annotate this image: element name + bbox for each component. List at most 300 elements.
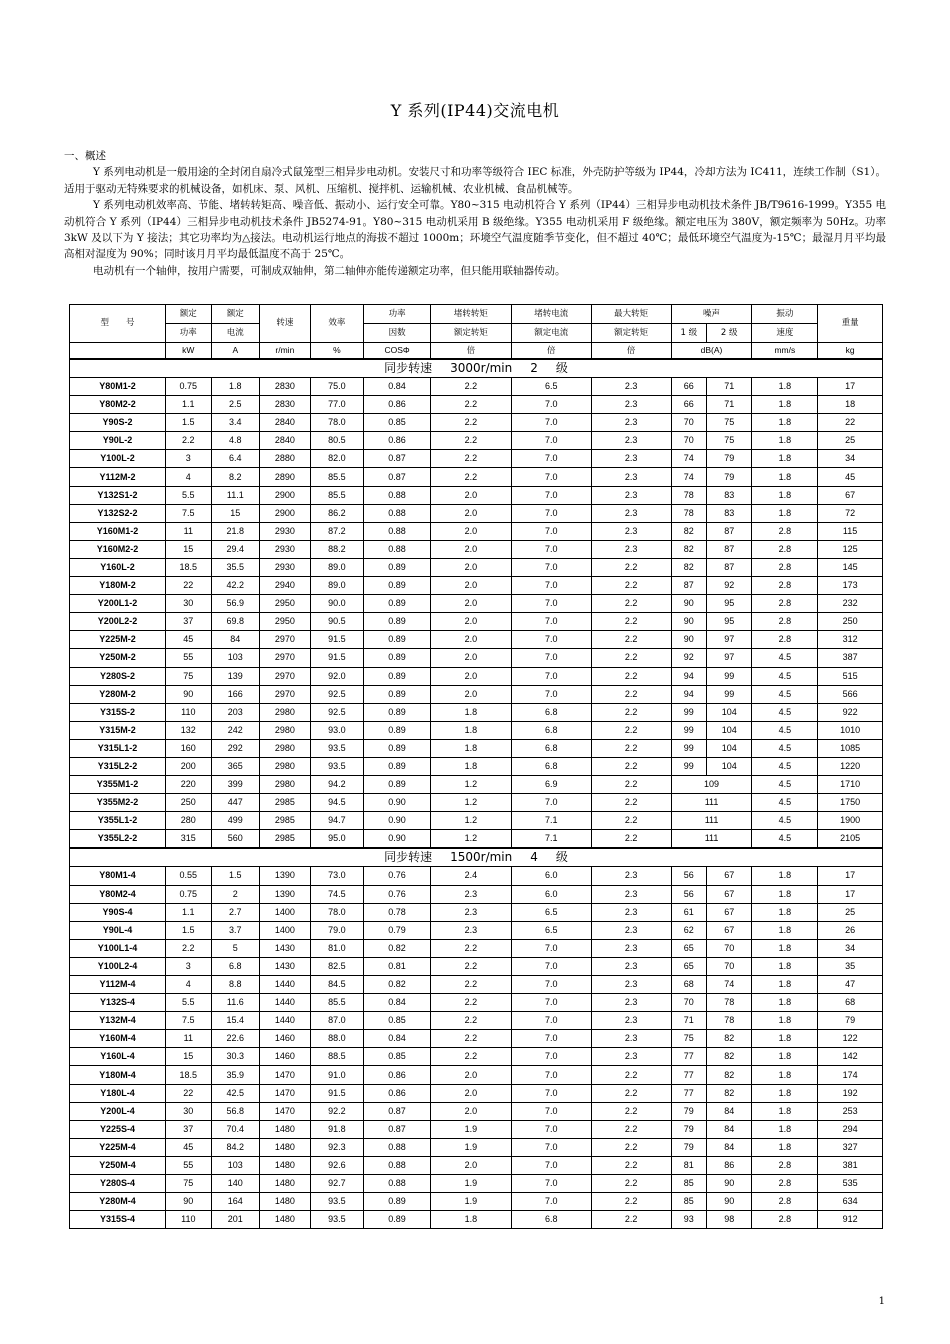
model-cell: Y280M-2 (70, 685, 166, 703)
value-cell: 88.2 (310, 540, 364, 558)
value-cell: 61 (671, 903, 706, 921)
value-cell: 1.9 (430, 1138, 511, 1156)
value-cell: 0.87 (364, 1120, 431, 1138)
value-cell: 70 (706, 939, 752, 957)
value-cell: 92.6 (310, 1156, 364, 1174)
value-cell: 0.89 (364, 1193, 431, 1211)
value-cell: 0.84 (364, 994, 431, 1012)
value-cell: 2.3 (591, 1030, 671, 1048)
value-cell: 142 (818, 1048, 883, 1066)
value-cell: 2.2 (591, 1102, 671, 1120)
value-cell: 2.3 (591, 1012, 671, 1030)
table-row (70, 1193, 883, 1211)
value-cell: 1.2 (430, 830, 511, 849)
value-cell: 79 (706, 468, 752, 486)
value-cell: 1.8 (211, 378, 260, 396)
value-cell: 97 (706, 649, 752, 667)
value-cell: 2970 (260, 667, 311, 685)
value-cell: 4.5 (752, 776, 818, 794)
value-cell: 2.3 (591, 432, 671, 450)
value-cell: 2.2 (591, 1156, 671, 1174)
header-vibration: 振动 (752, 305, 818, 324)
value-cell: 1.8 (752, 1030, 818, 1048)
value-cell: 67 (706, 867, 752, 885)
value-cell: 7.0 (511, 577, 591, 595)
model-cell: Y112M-2 (70, 468, 166, 486)
value-cell: 109 (671, 776, 752, 794)
value-cell: 1.9 (430, 1175, 511, 1193)
value-cell: 1.8 (752, 1120, 818, 1138)
value-cell: 2830 (260, 378, 311, 396)
table-row (70, 378, 883, 396)
value-cell: 7.0 (511, 432, 591, 450)
value-cell: 22.6 (211, 1030, 260, 1048)
value-cell: 78.0 (310, 414, 364, 432)
value-cell: 92 (706, 577, 752, 595)
value-cell: 2.2 (591, 558, 671, 576)
value-cell: 94.5 (310, 794, 364, 812)
value-cell: 84 (706, 1102, 752, 1120)
value-cell: 88.0 (310, 1030, 364, 1048)
value-cell: 70 (671, 414, 706, 432)
value-cell: 1440 (260, 1012, 311, 1030)
value-cell: 2900 (260, 504, 311, 522)
unit-weight: kg (818, 343, 883, 360)
value-cell: 0.89 (364, 776, 431, 794)
value-cell: 25 (818, 432, 883, 450)
value-cell: 90 (671, 613, 706, 631)
value-cell: 2.8 (752, 595, 818, 613)
value-cell: 2.2 (591, 685, 671, 703)
value-cell: 2.3 (591, 921, 671, 939)
value-cell: 2985 (260, 812, 311, 830)
value-cell: 315 (166, 830, 212, 849)
value-cell: 81 (671, 1156, 706, 1174)
value-cell: 18.5 (166, 558, 212, 576)
value-cell: 1400 (260, 921, 311, 939)
value-cell: 515 (818, 667, 883, 685)
value-cell: 67 (706, 921, 752, 939)
value-cell: 0.90 (364, 830, 431, 849)
value-cell: 2.2 (430, 994, 511, 1012)
value-cell: 7.0 (511, 522, 591, 540)
value-cell: 0.89 (364, 703, 431, 721)
value-cell: 0.81 (364, 957, 431, 975)
value-cell: 78 (706, 1012, 752, 1030)
section-title (70, 848, 883, 867)
value-cell: 42.5 (211, 1084, 260, 1102)
value-cell: 104 (706, 739, 752, 757)
value-cell: 15 (166, 1048, 212, 1066)
value-cell: 2.0 (430, 595, 511, 613)
value-cell: 90.5 (310, 613, 364, 631)
value-cell: 75 (706, 414, 752, 432)
value-cell: 365 (211, 757, 260, 775)
model-cell: Y132S1-2 (70, 486, 166, 504)
value-cell: 5 (211, 939, 260, 957)
header-model: 型 号 (70, 305, 166, 343)
value-cell: 87 (706, 558, 752, 576)
value-cell: 7.0 (511, 1193, 591, 1211)
value-cell: 7.0 (511, 486, 591, 504)
value-cell: 87 (671, 577, 706, 595)
value-cell: 82 (706, 1048, 752, 1066)
value-cell: 0.89 (364, 1211, 431, 1229)
value-cell: 7.0 (511, 1102, 591, 1120)
table-row (70, 396, 883, 414)
value-cell: 1.8 (752, 450, 818, 468)
value-cell: 2930 (260, 522, 311, 540)
value-cell: 0.89 (364, 685, 431, 703)
value-cell: 7.0 (511, 1138, 591, 1156)
value-cell: 1.8 (752, 504, 818, 522)
table-row (70, 1012, 883, 1030)
table-row (70, 976, 883, 994)
value-cell: 0.90 (364, 794, 431, 812)
value-cell: 90.0 (310, 595, 364, 613)
value-cell: 87 (706, 540, 752, 558)
value-cell: 2.2 (591, 595, 671, 613)
table-row (70, 994, 883, 1012)
unit-locked-rotor-torque: 倍 (430, 343, 511, 360)
header-row (70, 305, 883, 324)
value-cell: 84 (706, 1138, 752, 1156)
value-cell: 5.5 (166, 994, 212, 1012)
value-cell: 74 (706, 976, 752, 994)
value-cell: 200 (166, 757, 212, 775)
value-cell: 2.3 (430, 885, 511, 903)
value-cell: 2.3 (591, 976, 671, 994)
value-cell: 220 (166, 776, 212, 794)
value-cell: 160 (166, 739, 212, 757)
value-cell: 7.0 (511, 794, 591, 812)
unit-efficiency: % (310, 343, 364, 360)
unit-locked-rotor-current: 倍 (511, 343, 591, 360)
value-cell: 0.87 (364, 468, 431, 486)
header-locked-rotor-torque-2: 额定转矩 (430, 324, 511, 343)
value-cell: 111 (671, 812, 752, 830)
value-cell: 85.5 (310, 468, 364, 486)
value-cell: 6.8 (211, 957, 260, 975)
model-cell: Y90L-4 (70, 921, 166, 939)
model-cell: Y250M-2 (70, 649, 166, 667)
value-cell: 2985 (260, 830, 311, 849)
value-cell: 11 (166, 522, 212, 540)
value-cell: 84.5 (310, 976, 364, 994)
value-cell: 2.2 (166, 939, 212, 957)
value-cell: 7.0 (511, 939, 591, 957)
value-cell: 0.86 (364, 1066, 431, 1084)
model-cell: Y225M-4 (70, 1138, 166, 1156)
value-cell: 93 (671, 1211, 706, 1229)
model-cell: Y200L2-2 (70, 613, 166, 631)
value-cell: 1.8 (430, 757, 511, 775)
value-cell: 92.5 (310, 685, 364, 703)
value-cell: 35.5 (211, 558, 260, 576)
header-noise-grade-2: 2 级 (706, 324, 752, 343)
unit-vibration: mm/s (752, 343, 818, 360)
value-cell: 1.8 (430, 1211, 511, 1229)
value-cell: 0.87 (364, 450, 431, 468)
value-cell: 6.0 (511, 885, 591, 903)
value-cell: 2.8 (752, 1211, 818, 1229)
value-cell: 90 (706, 1175, 752, 1193)
value-cell: 2980 (260, 703, 311, 721)
value-cell: 11 (166, 1030, 212, 1048)
value-cell: 2970 (260, 649, 311, 667)
header-row (70, 324, 883, 343)
value-cell: 56 (671, 885, 706, 903)
value-cell: 74 (671, 468, 706, 486)
table-row (70, 1138, 883, 1156)
value-cell: 2.8 (752, 558, 818, 576)
value-cell: 82 (671, 540, 706, 558)
value-cell: 0.87 (364, 1102, 431, 1120)
value-cell: 2.2 (591, 739, 671, 757)
value-cell: 94 (671, 667, 706, 685)
value-cell: 82.0 (310, 450, 364, 468)
value-cell: 92.0 (310, 667, 364, 685)
model-cell: Y225M-2 (70, 631, 166, 649)
value-cell: 6.4 (211, 450, 260, 468)
value-cell: 75 (166, 1175, 212, 1193)
table-row (70, 721, 883, 739)
value-cell: 82 (671, 558, 706, 576)
value-cell: 78.0 (310, 903, 364, 921)
value-cell: 93.5 (310, 1193, 364, 1211)
value-cell: 2.3 (591, 903, 671, 921)
value-cell: 0.88 (364, 540, 431, 558)
value-cell: 6.0 (511, 867, 591, 885)
value-cell: 1085 (818, 739, 883, 757)
value-cell: 7.0 (511, 1048, 591, 1066)
value-cell: 3.4 (211, 414, 260, 432)
value-cell: 3 (166, 957, 212, 975)
value-cell: 6.5 (511, 903, 591, 921)
value-cell: 90 (706, 1193, 752, 1211)
value-cell: 73.0 (310, 867, 364, 885)
value-cell: 2.4 (430, 867, 511, 885)
value-cell: 387 (818, 649, 883, 667)
value-cell: 0.89 (364, 721, 431, 739)
value-cell: 0.84 (364, 1030, 431, 1048)
header-efficiency: 效率 (310, 305, 364, 343)
value-cell: 55 (166, 1156, 212, 1174)
model-cell: Y355L1-2 (70, 812, 166, 830)
value-cell: 0.75 (166, 378, 212, 396)
value-cell: 78 (706, 994, 752, 1012)
model-cell: Y132S2-2 (70, 504, 166, 522)
section-heading: 一、概述 (64, 150, 106, 162)
model-cell: Y80M1-2 (70, 378, 166, 396)
value-cell: 4.5 (752, 757, 818, 775)
value-cell: 1440 (260, 976, 311, 994)
value-cell: 69.8 (211, 613, 260, 631)
value-cell: 2.0 (430, 667, 511, 685)
value-cell: 2890 (260, 468, 311, 486)
value-cell: 1460 (260, 1030, 311, 1048)
value-cell: 1480 (260, 1156, 311, 1174)
value-cell: 110 (166, 703, 212, 721)
table-row (70, 1102, 883, 1120)
value-cell: 29.4 (211, 540, 260, 558)
value-cell: 35.9 (211, 1066, 260, 1084)
value-cell: 0.82 (364, 939, 431, 957)
value-cell: 0.85 (364, 1048, 431, 1066)
value-cell: 79 (706, 450, 752, 468)
table-row (70, 1066, 883, 1084)
value-cell: 1.8 (752, 1048, 818, 1066)
value-cell: 2980 (260, 739, 311, 757)
value-cell: 1.8 (752, 994, 818, 1012)
value-cell: 35 (818, 957, 883, 975)
value-cell: 499 (211, 812, 260, 830)
value-cell: 2.2 (591, 613, 671, 631)
value-cell: 2.2 (430, 450, 511, 468)
value-cell: 89.0 (310, 558, 364, 576)
value-cell: 2.3 (591, 504, 671, 522)
value-cell: 7.0 (511, 1012, 591, 1030)
value-cell: 173 (818, 577, 883, 595)
value-cell: 1.8 (752, 1102, 818, 1120)
value-cell: 0.89 (364, 667, 431, 685)
model-cell: Y180L-4 (70, 1084, 166, 1102)
value-cell: 2.8 (752, 540, 818, 558)
value-cell: 91.8 (310, 1120, 364, 1138)
value-cell: 99 (671, 739, 706, 757)
value-cell: 1.1 (166, 396, 212, 414)
value-cell: 381 (818, 1156, 883, 1174)
value-cell: 85.5 (310, 486, 364, 504)
value-cell: 66 (671, 378, 706, 396)
header-current-2: 电流 (211, 324, 260, 343)
value-cell: 99 (671, 721, 706, 739)
table-row (70, 757, 883, 775)
model-cell: Y355M2-2 (70, 794, 166, 812)
value-cell: 2900 (260, 486, 311, 504)
table-row (70, 957, 883, 975)
value-cell: 56 (671, 867, 706, 885)
value-cell: 2.3 (591, 994, 671, 1012)
paragraph: Y 系列电动机效率高、节能、堵转转矩高、噪音低、振动小、运行安全可靠。Y80~315 电动机符合 Y 系列（IP44）三相异步电动机技术条件 JB/T9616-1999。Y355 电动机符合 Y 系列（IP44）三相异步电动机技术条件 JB5274-91。Y80~315 电动机采用 B 级绝缘。Y355 电动机采用 F 级绝缘。额定电压为 380V，额定频率为 50Hz。功率 3kW 及以下为 Y 接法；其它功率均为△接法。电动机运行地点的海拔不超过 1000m；环境空气温度随季节变化，但不超过 40℃；最低环境空气温度为-15℃；最湿月月平均最高相对湿度为 90%；同时该月月平均最低温度不高于 25℃。 (64, 199, 886, 261)
value-cell: 90 (166, 685, 212, 703)
value-cell: 2.8 (752, 1175, 818, 1193)
section-row (70, 848, 883, 867)
value-cell: 5.5 (166, 486, 212, 504)
value-cell: 166 (211, 685, 260, 703)
value-cell: 37 (166, 1120, 212, 1138)
value-cell: 1430 (260, 957, 311, 975)
value-cell: 68 (671, 976, 706, 994)
value-cell: 83 (706, 486, 752, 504)
value-cell: 82 (706, 1030, 752, 1048)
value-cell: 1.2 (430, 812, 511, 830)
value-cell: 93.5 (310, 739, 364, 757)
table-row (70, 830, 883, 849)
value-cell: 2.2 (430, 432, 511, 450)
unit-row (70, 343, 883, 360)
value-cell: 7.0 (511, 976, 591, 994)
value-cell: 87.2 (310, 522, 364, 540)
value-cell: 1.8 (752, 1066, 818, 1084)
value-cell: 4.5 (752, 830, 818, 849)
value-cell: 2.0 (430, 1102, 511, 1120)
value-cell: 7.5 (166, 504, 212, 522)
value-cell: 2.0 (430, 1066, 511, 1084)
value-cell: 15 (211, 504, 260, 522)
table-row (70, 885, 883, 903)
value-cell: 2.5 (211, 396, 260, 414)
header-power: 额定 (166, 305, 212, 324)
section-label: 同步转速 (384, 850, 433, 865)
value-cell: 912 (818, 1211, 883, 1229)
value-cell: 139 (211, 667, 260, 685)
value-cell: 84 (706, 1120, 752, 1138)
value-cell: 79.0 (310, 921, 364, 939)
value-cell: 2.8 (752, 1193, 818, 1211)
table-row (70, 595, 883, 613)
value-cell: 110 (166, 1211, 212, 1229)
table-row (70, 631, 883, 649)
value-cell: 75 (706, 432, 752, 450)
value-cell: 75 (166, 667, 212, 685)
value-cell: 0.86 (364, 1084, 431, 1102)
value-cell: 17 (818, 885, 883, 903)
value-cell: 1480 (260, 1211, 311, 1229)
value-cell: 11.6 (211, 994, 260, 1012)
value-cell: 122 (818, 1030, 883, 1048)
value-cell: 203 (211, 703, 260, 721)
value-cell: 0.88 (364, 1156, 431, 1174)
value-cell: 67 (706, 903, 752, 921)
value-cell: 83 (706, 504, 752, 522)
value-cell: 2.2 (430, 378, 511, 396)
value-cell: 0.78 (364, 903, 431, 921)
unit-power: kW (166, 343, 212, 360)
value-cell: 0.89 (364, 649, 431, 667)
value-cell: 8.2 (211, 468, 260, 486)
value-cell: 560 (211, 830, 260, 849)
value-cell: 79 (671, 1138, 706, 1156)
value-cell: 103 (211, 649, 260, 667)
value-cell: 2.3 (591, 540, 671, 558)
value-cell: 7.5 (166, 1012, 212, 1030)
header-locked-rotor-current: 堵转电流 (511, 305, 591, 324)
value-cell: 115 (818, 522, 883, 540)
value-cell: 7.0 (511, 1084, 591, 1102)
table-row (70, 794, 883, 812)
value-cell: 15 (166, 540, 212, 558)
value-cell: 2.2 (166, 432, 212, 450)
value-cell: 2.3 (430, 903, 511, 921)
value-cell: 7.0 (511, 396, 591, 414)
value-cell: 30 (166, 1102, 212, 1120)
value-cell: 87 (706, 522, 752, 540)
value-cell: 22 (166, 577, 212, 595)
value-cell: 4.8 (211, 432, 260, 450)
value-cell: 94 (671, 685, 706, 703)
value-cell: 7.0 (511, 595, 591, 613)
table-row (70, 667, 883, 685)
value-cell: 62 (671, 921, 706, 939)
value-cell: 535 (818, 1175, 883, 1193)
value-cell: 6.5 (511, 378, 591, 396)
value-cell: 77 (671, 1084, 706, 1102)
value-cell: 2.2 (591, 667, 671, 685)
value-cell: 1.8 (752, 378, 818, 396)
table-row (70, 450, 883, 468)
value-cell: 42.2 (211, 577, 260, 595)
